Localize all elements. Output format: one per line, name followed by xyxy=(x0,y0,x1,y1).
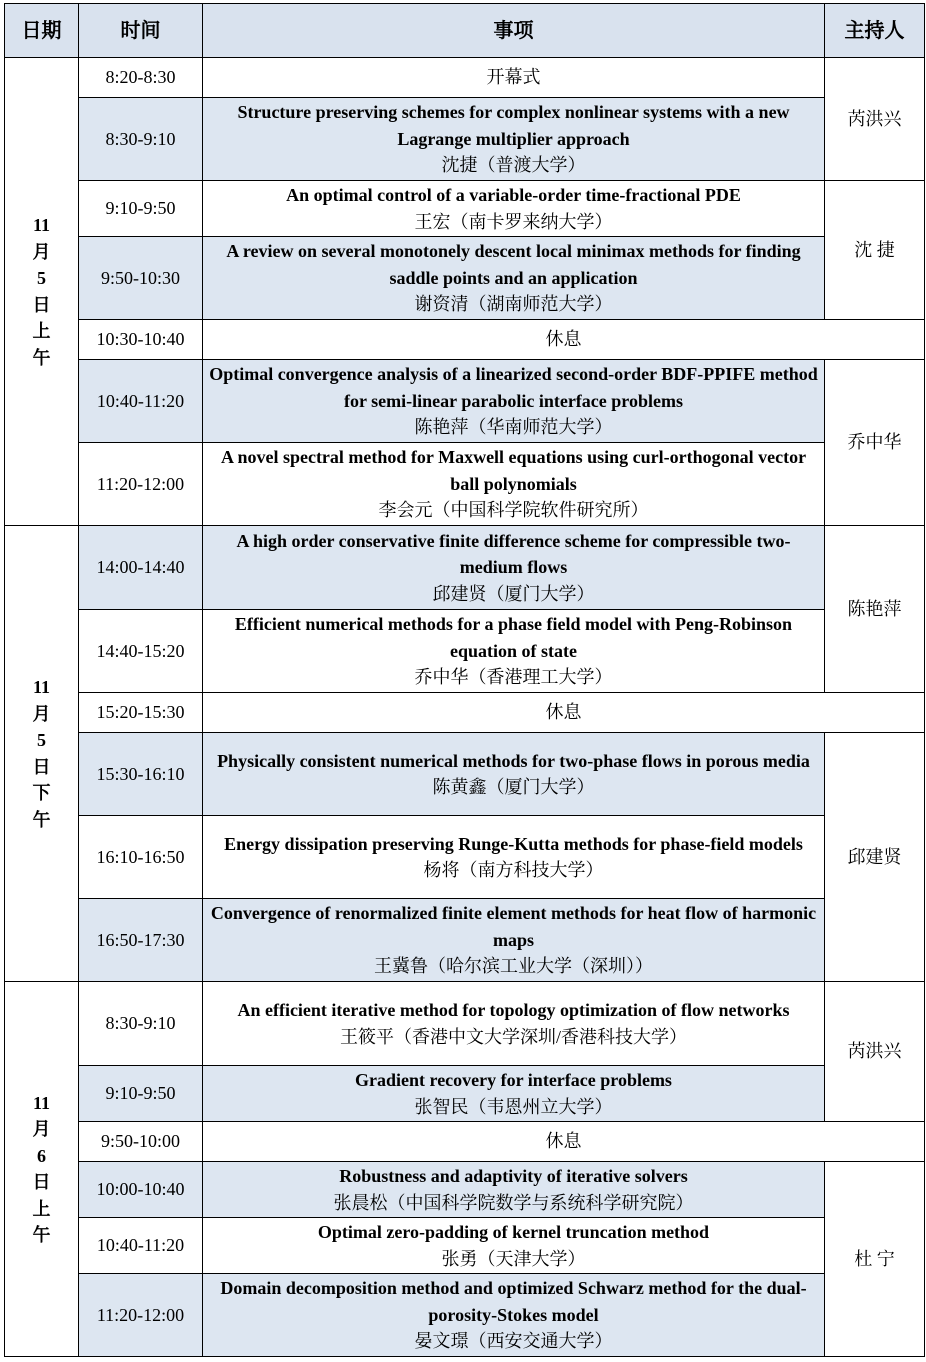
session-item xyxy=(203,526,825,610)
talk-speaker: 张勇（天津大学） xyxy=(441,1248,586,1269)
session-item xyxy=(203,1066,825,1122)
session-item xyxy=(203,237,825,320)
schedule-row xyxy=(5,899,925,982)
talk-speaker: 陈黄鑫（厦门大学） xyxy=(432,777,595,797)
session-item xyxy=(203,982,825,1066)
talk-title: Efficient numerical methods for a phase field model with Peng-Robinson equation of state xyxy=(234,614,793,661)
schedule-row xyxy=(5,1066,925,1122)
schedule-row xyxy=(5,360,925,443)
session-time: 9:10-9:50 xyxy=(79,181,203,237)
session-time: 8:30-9:10 xyxy=(79,982,203,1066)
schedule-row xyxy=(5,982,925,1066)
day-label: 11 月 6 日 上 午 xyxy=(5,982,79,1357)
talk-speaker: 张晨松（中国科学院数学与系统科学研究院） xyxy=(333,1192,694,1213)
schedule-row xyxy=(5,443,925,526)
session-item: 开幕式 xyxy=(203,58,825,98)
session-time: 9:50-10:30 xyxy=(79,237,203,320)
talk-speaker: 王冀鲁（哈尔滨工业大学（深圳）） xyxy=(374,956,653,977)
talk-title: Optimal zero-padding of kernel truncation method xyxy=(317,1222,710,1242)
session-time: 16:50-17:30 xyxy=(79,899,203,982)
header-item: 事项 xyxy=(203,4,825,58)
header-row xyxy=(5,4,925,58)
break-item: 休息 xyxy=(203,693,925,733)
session-time: 9:10-9:50 xyxy=(79,1066,203,1122)
session-host: 邱建贤 xyxy=(825,733,925,982)
talk-title: Structure preserving schemes for complex nonlinear systems with a new Lagrange multiplier approach xyxy=(237,102,790,149)
day-label: 11 月 5 日 下 午 xyxy=(5,526,79,982)
session-time: 8:20-8:30 xyxy=(79,58,203,98)
session-time: 11:20-12:00 xyxy=(79,443,203,526)
header-time: 时间 xyxy=(79,4,203,58)
session-host: 陈艳萍 xyxy=(825,526,925,693)
talk-title: Domain decomposition method and optimized Schwarz method for the dual-porosity-Stokes model xyxy=(220,1278,807,1325)
talk-title: Physically consistent numerical methods for two-phase flows in porous media xyxy=(217,750,810,771)
talk-title: An efficient iterative method for topology optimization of flow networks xyxy=(237,1000,790,1020)
session-item xyxy=(203,733,825,816)
header-date: 日期 xyxy=(5,4,79,58)
schedule-row xyxy=(5,610,925,693)
talk-speaker: 谢资清（湖南师范大学） xyxy=(414,294,613,315)
session-item xyxy=(203,181,825,237)
talk-speaker: 沈捷（普渡大学） xyxy=(441,155,586,176)
schedule-row xyxy=(5,58,925,98)
talk-speaker: 张智民（韦恩州立大学） xyxy=(414,1096,613,1117)
session-item xyxy=(203,899,825,982)
session-time: 15:20-15:30 xyxy=(79,693,203,733)
session-time: 9:50-10:00 xyxy=(79,1122,203,1162)
talk-speaker: 乔中华（香港理工大学） xyxy=(414,667,613,688)
session-time: 10:40-11:20 xyxy=(79,360,203,443)
talk-title: Convergence of renormalized finite element methods for heat flow of harmonic maps xyxy=(210,903,817,950)
talk-speaker: 陈艳萍（华南师范大学） xyxy=(414,417,613,438)
break-item: 休息 xyxy=(203,320,925,360)
schedule-row xyxy=(5,98,925,181)
session-item xyxy=(203,1274,825,1357)
talk-title: Energy dissipation preserving Runge-Kutta methods for phase-field models xyxy=(224,833,803,854)
session-time: 14:40-15:20 xyxy=(79,610,203,693)
talk-title: Robustness and adaptivity of iterative solvers xyxy=(339,1166,688,1186)
talk-speaker: 晏文璟（西安交通大学） xyxy=(414,1331,613,1352)
schedule-row xyxy=(5,181,925,237)
talk-title: Gradient recovery for interface problems xyxy=(355,1070,672,1090)
schedule-row xyxy=(5,320,925,360)
day-label: 11 月 5 日 上 午 xyxy=(5,58,79,526)
session-host: 乔中华 xyxy=(825,360,925,526)
talk-speaker: 李会元（中国科学院软件研究所） xyxy=(378,500,649,521)
session-item xyxy=(203,1218,825,1274)
session-host: 芮洪兴 xyxy=(825,58,925,181)
header-host: 主持人 xyxy=(825,4,925,58)
session-time: 14:00-14:40 xyxy=(79,526,203,610)
session-time: 10:00-10:40 xyxy=(79,1162,203,1218)
schedule-row xyxy=(5,526,925,610)
schedule-row xyxy=(5,693,925,733)
talk-title: An optimal control of a variable-order time-fractional PDE xyxy=(286,185,741,205)
talk-title: A high order conservative finite difference scheme for compressible two-medium flows xyxy=(236,530,791,578)
session-time: 8:30-9:10 xyxy=(79,98,203,181)
session-time: 11:20-12:00 xyxy=(79,1274,203,1357)
session-host: 芮洪兴 xyxy=(825,982,925,1122)
session-item xyxy=(203,360,825,443)
session-host: 沈 捷 xyxy=(825,181,925,320)
schedule-table xyxy=(4,3,925,1357)
schedule-row xyxy=(5,1162,925,1218)
talk-title: A novel spectral method for Maxwell equations using curl-orthogonal vector ball polynomials xyxy=(220,447,807,494)
session-time: 16:10-16:50 xyxy=(79,816,203,899)
session-item xyxy=(203,1162,825,1218)
schedule-row xyxy=(5,733,925,816)
break-item: 休息 xyxy=(203,1122,925,1162)
talk-speaker: 邱建贤（厦门大学） xyxy=(432,583,595,604)
session-item xyxy=(203,610,825,693)
schedule-row xyxy=(5,1274,925,1357)
session-item xyxy=(203,98,825,181)
talk-title: Optimal convergence analysis of a linearized second-order BDF-PPIFE method for semi-linear parabolic interface problems xyxy=(209,364,818,411)
schedule-row xyxy=(5,1122,925,1162)
talk-title: A review on several monotonely descent local minimax methods for finding saddle points and an application xyxy=(226,241,801,288)
session-time: 15:30-16:10 xyxy=(79,733,203,816)
session-item xyxy=(203,816,825,899)
talk-speaker: 杨将（南方科技大学） xyxy=(423,860,604,880)
session-item xyxy=(203,443,825,526)
session-time: 10:40-11:20 xyxy=(79,1218,203,1274)
talk-speaker: 王宏（南卡罗来纳大学） xyxy=(414,211,613,232)
session-time: 10:30-10:40 xyxy=(79,320,203,360)
talk-speaker: 王筱平（香港中文大学深圳/香港科技大学） xyxy=(340,1026,687,1047)
schedule-row xyxy=(5,1218,925,1274)
schedule-row xyxy=(5,237,925,320)
schedule-row xyxy=(5,816,925,899)
session-host: 杜 宁 xyxy=(825,1162,925,1357)
